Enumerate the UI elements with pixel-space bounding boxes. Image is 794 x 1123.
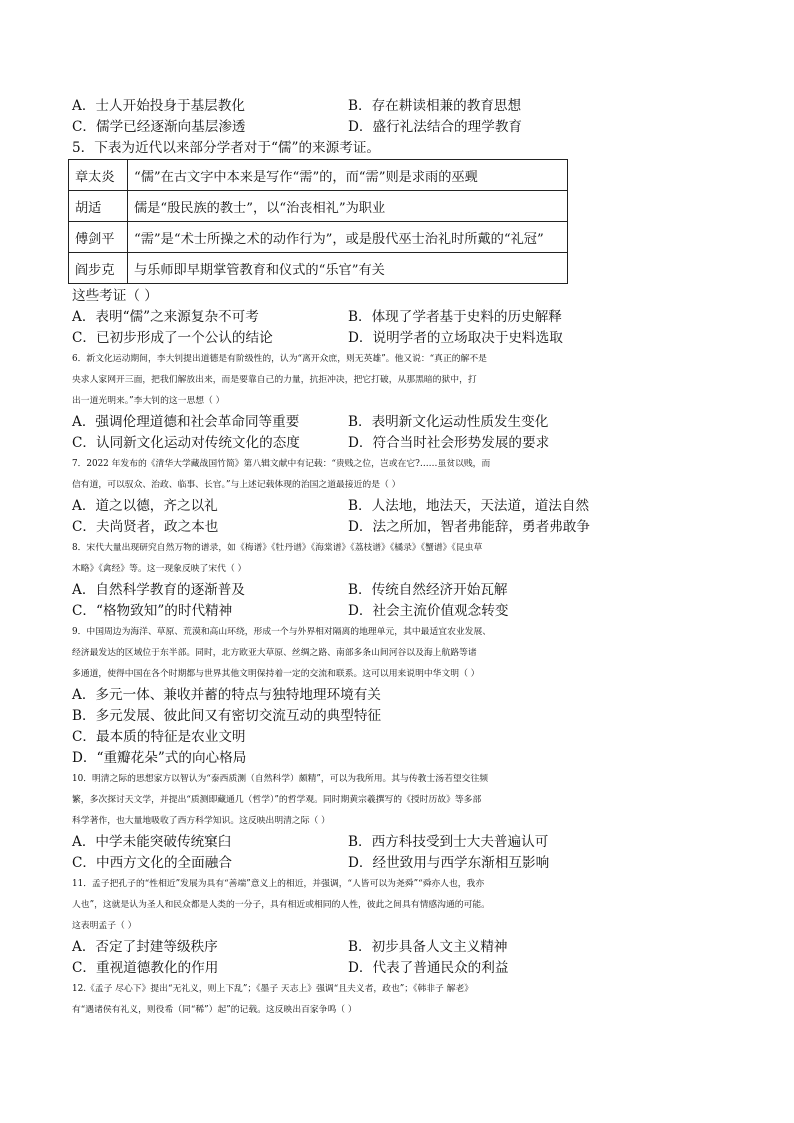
scholar-view: “需”是“术士所操之术的动作行为”，或是殷代巫士治礼时所戴的“礼冠” (128, 222, 568, 253)
q10-option-a[interactable]: A．中学未能突破传统窠臼 (72, 834, 232, 850)
q7-option-b[interactable]: B．人法地，地法天，天法道，道法自然 (348, 498, 590, 514)
q8-option-c[interactable]: C．“格物致知”的时代精神 (72, 603, 233, 619)
q10-stem-line: 科学著作，也大量地吸收了西方科学知识。这反映出明清之际（ ） (72, 816, 330, 826)
q9-option-b[interactable]: B．多元发展、彼此间又有密切交流互动的典型特征 (72, 708, 382, 724)
q7-stem-line: 信有道，可以驭众、治政、临事、长官。”与上述记载体现的治国之道最接近的是（ ） (72, 480, 401, 490)
q7-stem-line: 7．2022 年发布的《清华大学藏战国竹简》第八辑文献中有记载：“贵贱之位，岂或在它?……虽贫以贱，而 (72, 459, 491, 469)
q11-stem-line: 人也”，这就是认为圣人和民众都是人类的一分子，具有相近或相同的人性，彼此之间具有情感沟通的可能。 (72, 900, 490, 910)
q8-stem-line: 8．宋代大量出现研究自然万物的谱录，如《梅谱》《牡丹谱》《海棠谱》《荔枝谱》《橘录》《蟹谱》《昆虫草 (72, 543, 483, 553)
table-row (69, 191, 568, 222)
scholar-name: 傅剑平 (69, 222, 128, 253)
table-row (69, 253, 568, 284)
q9-option-d[interactable]: D．“重瓣花朵”式的向心格局 (72, 750, 247, 766)
q5-source-table (68, 159, 568, 284)
q8-option-a[interactable]: A．自然科学教育的逐渐普及 (72, 582, 245, 598)
q5-question: 这些考证（ ） (72, 288, 158, 304)
q10-option-d[interactable]: D．经世致用与西学东渐相互影响 (348, 855, 550, 871)
q9-option-c[interactable]: C．最本质的特征是农业文明 (72, 729, 246, 745)
q6-option-c[interactable]: C．认同新文化运动对传统文化的态度 (72, 435, 300, 451)
q4-option-d[interactable]: D．盛行礼法结合的理学教育 (348, 119, 523, 135)
q8-option-b[interactable]: B．传统自然经济开始瓦解 (348, 582, 508, 598)
q6-stem-line: 央求人家网开三面，把我们解放出来，而是要靠自己的力量，抗拒冲决，把它打破，从那黑暗的狱中，打 (72, 375, 477, 385)
q11-option-c[interactable]: C．重视道德教化的作用 (72, 960, 219, 976)
q5-option-d[interactable]: D．说明学者的立场取决于史料选取 (348, 330, 563, 346)
q10-stem-line: 10．明清之际的思想家方以智认为“泰西质测（自然科学）颇精”，可以为我所用。其与传教士汤若望交往频 (72, 774, 489, 784)
q5-option-a[interactable]: A．表明“儒”之来源复杂不可考 (72, 309, 259, 325)
q9-option-a[interactable]: A．多元一体、兼收并蓄的特点与独特地理环境有关 (72, 687, 381, 703)
q11-option-a[interactable]: A．否定了封建等级秩序 (72, 939, 218, 955)
q10-stem-line: 繁，多次探讨天文学，并提出“质测即藏通几（哲学）”的哲学观。同时期黄宗羲撰写的《授时历故》等多部 (72, 795, 482, 805)
scholar-view: 儒是“殷民族的教士”，以“治丧相礼”为职业 (128, 191, 568, 222)
q6-stem-line: 6．新文化运动期间，李大钊提出道德是有阶级性的，认为“离开众庶，则无英雄”。他又说：“真正的解不是 (72, 354, 487, 364)
q7-option-a[interactable]: A．道之以德，齐之以礼 (72, 498, 218, 514)
q12-stem-line: 12.《孟子 尽心下》提出“无礼义，则上下乱”；《墨子 天志上》强调“且夫义者，政也”；《韩非子 解老》 (72, 984, 474, 994)
q5-option-c[interactable]: C．已初步形成了一个公认的结论 (72, 330, 273, 346)
q11-option-d[interactable]: D．代表了普通民众的利益 (348, 960, 509, 976)
q9-stem-line: 经济最发达的区域位于东半部。同时，北方欧亚大草原、丝绸之路、南部多条山间河谷以及海上航路等诸 (72, 648, 477, 658)
table-row (69, 160, 568, 191)
q12-stem-line: 有“遇诸侯有礼义，则役希（同“稀”）起”的记载。这反映出百家争鸣（ ） (72, 1005, 357, 1015)
q9-stem-line: 9．中国周边为海洋、草原、荒漠和高山环绕，形成一个与外界相对隔离的地理单元，其中最适宜农业发展、 (72, 627, 492, 637)
q4-option-b[interactable]: B．存在耕读相兼的教育思想 (348, 98, 522, 114)
q8-option-d[interactable]: D．社会主流价值观念转变 (348, 603, 509, 619)
scholar-view: 与乐师即早期掌管教育和仪式的“乐官”有关 (128, 253, 568, 284)
scholar-name: 阎步克 (69, 253, 128, 284)
q4-option-a[interactable]: A．士人开始投身于基层教化 (72, 98, 245, 114)
q5-stem: 5．下表为近代以来部分学者对于“儒”的来源考证。 (72, 140, 381, 156)
q11-stem-line: 这表明孟子（ ） (72, 921, 137, 931)
q10-option-b[interactable]: B．西方科技受到士大夫普遍认可 (348, 834, 549, 850)
table-row (69, 222, 568, 253)
q11-stem-line: 11．孟子把孔子的“性相近”发展为具有“善端”意义上的相近，并强调，“人皆可以为尧舜”“舜亦人也，我亦 (72, 879, 485, 889)
q6-option-d[interactable]: D．符合当时社会形势发展的要求 (348, 435, 550, 451)
q10-option-c[interactable]: C．中西方文化的全面融合 (72, 855, 232, 871)
q5-option-b[interactable]: B．体现了学者基于史料的历史解释 (348, 309, 562, 325)
q7-option-c[interactable]: C．夫尚贤者，政之本也 (72, 519, 219, 535)
scholar-name: 胡适 (69, 191, 128, 222)
q9-stem-line: 多通道，使得中国在各个时期都与世界其他文明保持着一定的交流和联系。这可以用来说明中华文明（ ） (72, 669, 480, 679)
scholar-name: 章太炎 (69, 160, 128, 191)
q7-option-d[interactable]: D．法之所加，智者弗能辞，勇者弗敢争 (348, 519, 590, 535)
q8-stem-line: 木略》《禽经》等。这一现象反映了宋代（ ） (72, 564, 247, 574)
q4-option-c[interactable]: C．儒学已经逐渐向基层渗透 (72, 119, 246, 135)
q6-option-a[interactable]: A．强调伦理道德和社会革命同等重要 (72, 414, 300, 430)
scholar-view: “儒”在古文字中本来是写作“需”的，而“需”则是求雨的巫觋 (128, 160, 568, 191)
q11-option-b[interactable]: B．初步具备人文主义精神 (348, 939, 508, 955)
q6-stem-line: 出一道光明来。”李大钊的这一思想（ ） (72, 396, 225, 406)
q6-option-b[interactable]: B．表明新文化运动性质发生变化 (348, 414, 549, 430)
